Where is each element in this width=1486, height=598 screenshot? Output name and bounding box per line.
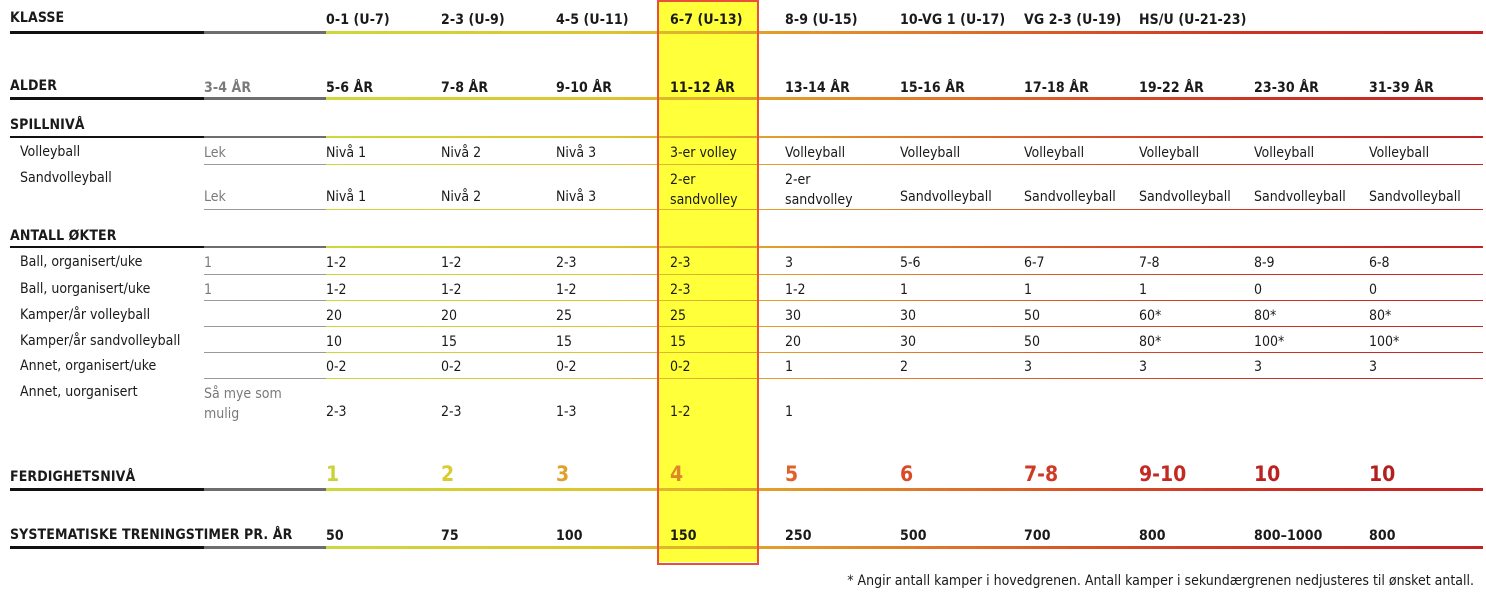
sandvolleyball-rule-lek xyxy=(204,209,326,210)
ferdighetsniva-cell: 4 xyxy=(670,462,684,486)
okter-cell: 1-2 xyxy=(785,282,806,298)
okter-cell: 6-8 xyxy=(1369,255,1390,271)
volleyball-cell: Volleyball xyxy=(1024,145,1085,161)
okter-cell: 3 xyxy=(1139,359,1148,375)
treningstimer-cell: 50 xyxy=(326,528,344,544)
okter-cell: 15 xyxy=(556,334,573,350)
okter-cell: 100* xyxy=(1369,334,1400,350)
okter-cell: 2-3 xyxy=(441,404,462,420)
okter-cell: 0-2 xyxy=(670,359,691,375)
alder-cell: 17-18 ÅR xyxy=(1024,80,1089,96)
okter-cell: 25 xyxy=(556,308,573,324)
row-label-okter: Annet, uorganisert xyxy=(20,384,138,400)
okter-cell: 1-2 xyxy=(556,282,577,298)
okter-row-rule-lek xyxy=(204,326,326,327)
ferdighetsniva-cell: 6 xyxy=(900,462,914,486)
sandvolleyball-cell: 2-er sandvolley xyxy=(670,172,738,208)
okter-cell: 0-2 xyxy=(441,359,462,375)
alder-lek-rule xyxy=(204,97,326,100)
okter-cell: 1 xyxy=(1024,282,1033,298)
okter-cell: 2 xyxy=(900,359,909,375)
treningstimer-cell: 800–1000 xyxy=(1254,528,1323,544)
treningstimer-cell: 500 xyxy=(900,528,927,544)
treningstimer-cell: 700 xyxy=(1024,528,1051,544)
okter-cell: 0-2 xyxy=(326,359,347,375)
volleyball-cell: 3-er volley xyxy=(670,145,737,161)
sandvolleyball-cell: Sandvolleyball xyxy=(1369,189,1461,205)
treningstimer-cell: 150 xyxy=(670,528,697,544)
klasse-cell: HS/U (U-21-23) xyxy=(1139,12,1247,28)
sandvolleyball-cell: Sandvolleyball xyxy=(900,189,992,205)
okter-cell: 0 xyxy=(1254,282,1263,298)
treningstimer-gradient-rule xyxy=(326,546,1483,549)
okter-cell: 1 xyxy=(785,404,794,420)
okter-row-rule xyxy=(326,326,1483,327)
volleyball-cell: Volleyball xyxy=(1369,145,1430,161)
volleyball-rule xyxy=(326,164,1483,165)
klasse-cell: VG 2-3 (U-19) xyxy=(1024,12,1122,28)
okter-row-rule-lek xyxy=(204,274,326,275)
sandvolleyball-cell: Nivå 2 xyxy=(441,189,482,205)
ferdighetsniva-cell: 10 xyxy=(1369,462,1396,486)
row-label-okter: Kamper/år volleyball xyxy=(20,307,151,323)
ferdighetsniva-cell: 9-10 xyxy=(1139,462,1187,486)
alder-cell: 5-6 ÅR xyxy=(326,80,374,96)
sandvolleyball-cell: Lek xyxy=(204,189,226,205)
treningstimer-cell: 800 xyxy=(1369,528,1396,544)
okter-cell: 80* xyxy=(1139,334,1162,350)
alder-cell: 9-10 ÅR xyxy=(556,80,613,96)
okter-cell: 3 xyxy=(1369,359,1378,375)
volleyball-cell: Lek xyxy=(204,145,226,161)
sandvolleyball-cell: Sandvolleyball xyxy=(1139,189,1231,205)
okter-cell: 30 xyxy=(785,308,802,324)
volleyball-cell: Volleyball xyxy=(1254,145,1315,161)
alder-gradient-rule xyxy=(326,97,1483,100)
okter-cell: 1 xyxy=(785,359,794,375)
ferdighetsniva-label-rule xyxy=(10,488,204,491)
volleyball-rule-lek xyxy=(204,164,326,165)
sandvolleyball-cell: Nivå 3 xyxy=(556,189,597,205)
okter-cell: 2-3 xyxy=(326,404,347,420)
okter-cell: 20 xyxy=(326,308,343,324)
footnote: * Angir antall kamper i hovedgrenen. Antall kamper i sekundærgrenen nedjusteres til ønsket antall. xyxy=(847,573,1474,589)
okter-cell: 1 xyxy=(204,255,213,271)
okter-cell: 3 xyxy=(1024,359,1033,375)
klasse-gradient-rule xyxy=(326,31,1483,34)
sandvolleyball-cell: Nivå 1 xyxy=(326,189,367,205)
antall-okter-label-rule xyxy=(10,246,204,248)
treningstimer-label-rule xyxy=(10,546,204,549)
volleyball-cell: Volleyball xyxy=(1139,145,1200,161)
row-label-okter: Kamper/år sandvolleyball xyxy=(20,333,181,349)
klasse-cell: 8-9 (U-15) xyxy=(785,12,858,28)
okter-cell: 0-2 xyxy=(556,359,577,375)
ferdighetsniva-cell: 2 xyxy=(441,462,455,486)
antall-okter-lek-rule xyxy=(204,246,326,248)
ferdighetsniva-label: FERDIGHETSNIVÅ xyxy=(10,469,136,485)
okter-row-rule-lek xyxy=(204,352,326,353)
klasse-cell: 0-1 (U-7) xyxy=(326,12,390,28)
okter-cell: 7-8 xyxy=(1139,255,1160,271)
alder-cell: 31-39 ÅR xyxy=(1369,80,1434,96)
spillniva-lek-rule xyxy=(204,136,326,138)
okter-cell: 5-6 xyxy=(900,255,921,271)
okter-cell: 3 xyxy=(1254,359,1263,375)
row-label-okter: Ball, uorganisert/uke xyxy=(20,281,151,297)
okter-cell: 1 xyxy=(204,282,213,298)
okter-cell: 1-2 xyxy=(441,282,462,298)
ferdighetsniva-gradient-rule xyxy=(326,488,1483,491)
okter-row-rule xyxy=(326,300,1483,301)
spillniva-label-rule xyxy=(10,136,204,138)
spillniva-gradient-rule xyxy=(326,136,1483,138)
okter-cell: 20 xyxy=(441,308,458,324)
okter-cell: 1-3 xyxy=(556,404,577,420)
okter-cell: 80* xyxy=(1369,308,1392,324)
row-label-volleyball: Volleyball xyxy=(20,144,81,160)
klasse-lek-rule xyxy=(204,31,326,34)
okter-row-rule-lek xyxy=(204,300,326,301)
treningstimer-cell: 100 xyxy=(556,528,583,544)
antall-okter-gradient-rule xyxy=(326,246,1483,248)
ferdighetsniva-cell: 7-8 xyxy=(1024,462,1059,486)
ferdighetsniva-lek-rule xyxy=(204,488,326,491)
ferdighetsniva-cell: 5 xyxy=(785,462,799,486)
okter-cell: 60* xyxy=(1139,308,1162,324)
alder-cell: 23-30 ÅR xyxy=(1254,80,1319,96)
klasse-cell: 4-5 (U-11) xyxy=(556,12,629,28)
okter-cell: 100* xyxy=(1254,334,1285,350)
treningstimer-lek-rule xyxy=(204,546,326,549)
sandvolleyball-cell: Sandvolleyball xyxy=(1254,189,1346,205)
volleyball-cell: Nivå 3 xyxy=(556,145,597,161)
row-label-okter: Ball, organisert/uke xyxy=(20,254,143,270)
alder-label: ALDER xyxy=(10,78,58,94)
treningstimer-cell: 75 xyxy=(441,528,459,544)
okter-cell: Så mye som mulig xyxy=(204,386,282,422)
ferdighetsniva-cell: 1 xyxy=(326,462,340,486)
klasse-cell: 10-VG 1 (U-17) xyxy=(900,12,1006,28)
okter-cell: 30 xyxy=(900,334,917,350)
volleyball-cell: Nivå 2 xyxy=(441,145,482,161)
okter-cell: 1-2 xyxy=(326,255,347,271)
klasse-cell: 6-7 (U-13) xyxy=(670,12,743,28)
okter-cell: 1 xyxy=(1139,282,1148,298)
okter-cell: 0 xyxy=(1369,282,1378,298)
treningstimer-cell: 800 xyxy=(1139,528,1166,544)
okter-cell: 2-3 xyxy=(670,255,691,271)
alder-cell: 11-12 ÅR xyxy=(670,80,735,96)
okter-cell: 30 xyxy=(900,308,917,324)
alder-cell: 3-4 ÅR xyxy=(204,80,252,96)
okter-cell: 1-2 xyxy=(441,255,462,271)
okter-cell: 50 xyxy=(1024,308,1041,324)
klasse-label-rule xyxy=(10,31,204,34)
okter-cell: 25 xyxy=(670,308,687,324)
volleyball-cell: Volleyball xyxy=(785,145,846,161)
okter-row-rule-lek xyxy=(204,378,326,379)
volleyball-cell: Volleyball xyxy=(900,145,961,161)
okter-cell: 8-9 xyxy=(1254,255,1275,271)
treningstimer-label: SYSTEMATISKE TRENINGSTIMER PR. ÅR xyxy=(10,527,293,543)
alder-cell: 19-22 ÅR xyxy=(1139,80,1204,96)
okter-cell: 20 xyxy=(785,334,802,350)
ferdighetsniva-cell: 10 xyxy=(1254,462,1281,486)
okter-row-rule xyxy=(326,274,1483,275)
okter-cell: 80* xyxy=(1254,308,1277,324)
sandvolleyball-cell: 2-er sandvolley xyxy=(785,172,853,208)
okter-row-rule xyxy=(326,352,1483,353)
okter-cell: 50 xyxy=(1024,334,1041,350)
alder-cell: 7-8 ÅR xyxy=(441,80,489,96)
row-label-okter: Annet, organisert/uke xyxy=(20,358,157,374)
sandvolleyball-rule xyxy=(326,209,1483,210)
alder-cell: 15-16 ÅR xyxy=(900,80,965,96)
okter-cell: 15 xyxy=(670,334,687,350)
spillniva-label: SPILLNIVÅ xyxy=(10,117,85,133)
okter-cell: 1 xyxy=(900,282,909,298)
okter-cell: 10 xyxy=(326,334,343,350)
okter-cell: 2-3 xyxy=(556,255,577,271)
okter-cell: 15 xyxy=(441,334,458,350)
row-label-sandvolleyball: Sandvolleyball xyxy=(20,170,112,186)
klasse-cell: 2-3 (U-9) xyxy=(441,12,505,28)
antall-okter-label: ANTALL ØKTER xyxy=(10,228,117,244)
okter-cell: 3 xyxy=(785,255,794,271)
ferdighetsniva-cell: 3 xyxy=(556,462,570,486)
sandvolleyball-cell: Sandvolleyball xyxy=(1024,189,1116,205)
okter-cell: 1-2 xyxy=(326,282,347,298)
volleyball-cell: Nivå 1 xyxy=(326,145,367,161)
okter-cell: 2-3 xyxy=(670,282,691,298)
treningstimer-cell: 250 xyxy=(785,528,812,544)
alder-cell: 13-14 ÅR xyxy=(785,80,850,96)
alder-label-rule xyxy=(10,97,204,100)
okter-cell: 1-2 xyxy=(670,404,691,420)
klasse-label: KLASSE xyxy=(10,10,65,26)
okter-row-rule xyxy=(326,378,1483,379)
okter-cell: 6-7 xyxy=(1024,255,1045,271)
